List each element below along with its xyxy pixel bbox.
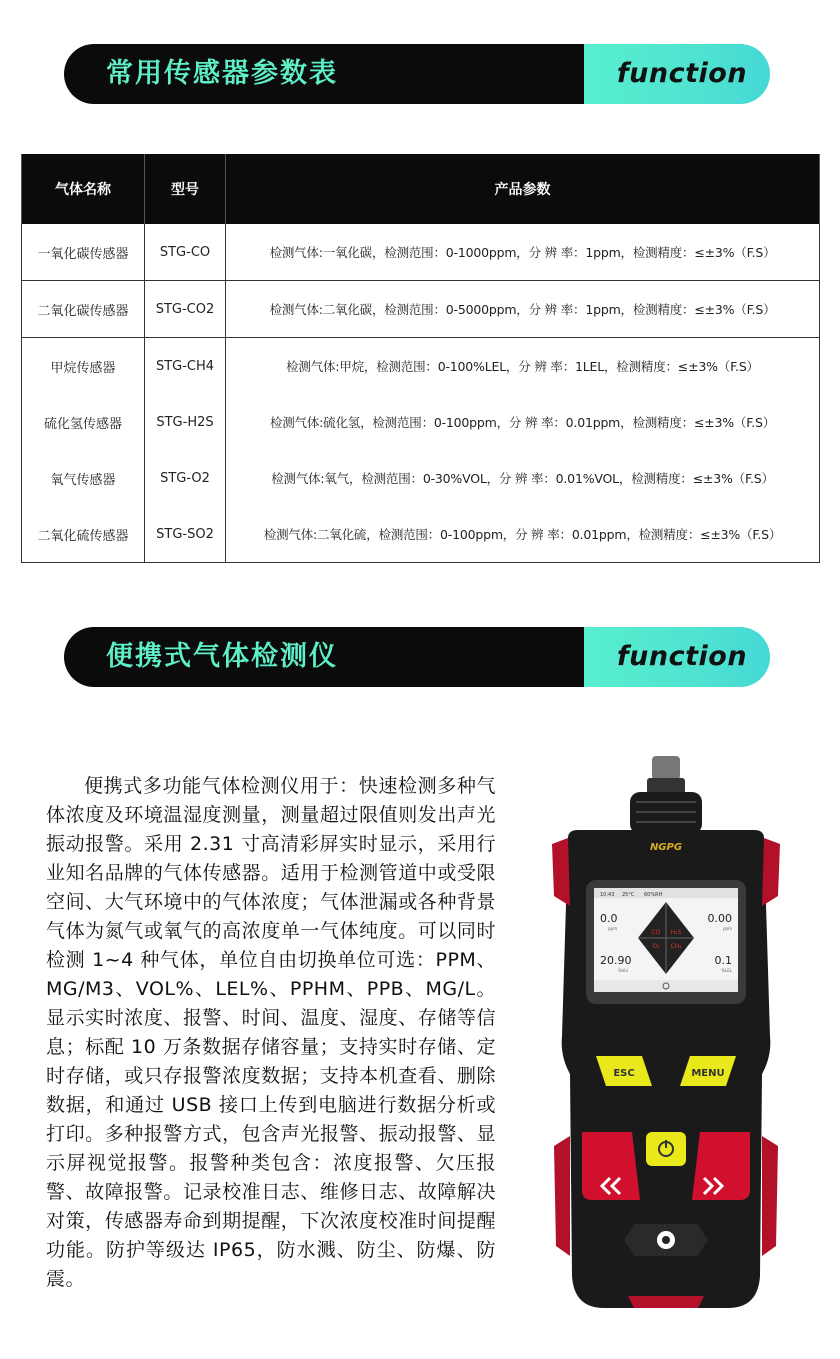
gas-label-o2: O₂ (652, 943, 660, 950)
cell-gas-name: 甲烷传感器 (22, 338, 145, 395)
cell-gas-name: 氧气传感器 (22, 450, 145, 506)
menu-label: MENU (691, 1068, 725, 1079)
table-row (22, 506, 820, 563)
cell-gas-name: 二氧化碳传感器 (22, 281, 145, 338)
cell-params: 检测气体:甲烷，检测范围：0-100%LEL，分 辨 率：1LEL，检测精度：≤±3%（F.S） (226, 338, 820, 395)
cell-model: STG-CH4 (145, 338, 226, 395)
cell-params: 检测气体:氧气，检测范围：0-30%VOL，分 辨 率：0.01%VOL，检测精度：≤±3%（F.S） (226, 450, 820, 506)
sensor-parameter-table (21, 154, 820, 563)
cell-params: 检测气体:二氧化硫，检测范围：0-100ppm，分 辨 率：0.01ppm，检测精度：≤±3%（F.S） (226, 506, 820, 563)
probe-tip (652, 756, 680, 780)
status-humidity: 60%RH (644, 892, 663, 898)
lower-grip-right (762, 1136, 778, 1256)
right-nav-button[interactable] (692, 1132, 750, 1200)
banner-title: 常用传感器参数表 (106, 58, 338, 89)
cell-params: 检测气体:二氧化碳，检测范围：0-5000ppm，分 辨 率：1ppm，检测精度：≤±3%（F.S） (226, 281, 820, 338)
brand-label: NGPG (649, 842, 683, 853)
power-button[interactable] (646, 1132, 686, 1166)
cell-params: 检测气体:硫化氢，检测范围：0-100ppm，分 辨 率：0.01ppm，检测精度：≤±3%（F.S） (226, 394, 820, 450)
banner-function-pill (584, 627, 770, 687)
reading-o2: 20.90 (600, 954, 632, 967)
banner-function-tag: function (616, 641, 748, 672)
table-row (22, 338, 820, 395)
product-description: 便携式多功能气体检测仪用于：快速检测多种气体浓度及环境温湿度测量，测量超过限值则发出声光振动报警。采用 2.31 寸高清彩屏实时显示，采用行业知名品牌的气体传感器。适用于检测管道中或受限空间、大气环境中的气体浓度；气体泄漏或各种背景气体为氮气或氧气的高浓度单一气体纯度。可以同时检测 1~4 种气体，单位自由切换单位可选：PPM、MG/M3、VOL%、LEL%、PPHM、PPB、MG/L。显示实时浓度、报警、时间、温度、湿度、存储等信息；标配 10 万条数据存储容量；支持实时存储、定时存储，或只存报警浓度数据；支持本机查看、删除数据，和通过 USB 接口上传到电脑进行数据分析或打印。多种报警方式，包含声光报警、振动报警、显示屏视觉报警。报警种类包含：浓度报警、欠压报警、故障报警。记录校准日志、维修日志、故障解决对策，传感器寿命到期提醒，下次浓度校准时间提醒功能。防护等级达 IP65，防水溅、防尘、防爆、防震。 (46, 775, 496, 1290)
bottom-grip (628, 1296, 704, 1308)
table-row (22, 224, 820, 281)
cell-model: STG-H2S (145, 394, 226, 450)
header-gas-name: 气体名称 (22, 154, 145, 224)
cell-model: STG-SO2 (145, 506, 226, 563)
status-time: 10:43 (600, 892, 615, 898)
reading-ch4-unit: %LEL (721, 968, 732, 973)
cell-gas-name: 二氧化硫传感器 (22, 506, 145, 563)
reading-ch4: 0.1 (714, 954, 732, 967)
cell-gas-name: 硫化氢传感器 (22, 394, 145, 450)
cell-model: STG-O2 (145, 450, 226, 506)
cell-model: STG-CO (145, 224, 226, 281)
reading-co-unit: ppm (608, 926, 617, 931)
reading-h2s-unit: ppm (723, 926, 732, 931)
cell-model: STG-CO2 (145, 281, 226, 338)
table-row (22, 394, 820, 450)
esc-label: ESC (613, 1068, 635, 1079)
cell-params: 检测气体:一氧化碳，检测范围：0-1000ppm，分 辨 率：1ppm，检测精度：≤±3%（F.S） (226, 224, 820, 281)
section-banner-sensor-params (64, 44, 770, 104)
side-grip-right (762, 838, 780, 906)
reading-h2s: 0.00 (707, 912, 732, 925)
reading-o2-unit: %Vol (618, 968, 628, 973)
banner-title: 便携式气体检测仪 (106, 641, 338, 672)
table-row (22, 281, 820, 338)
lower-grip-left (554, 1136, 570, 1256)
gas-detector-image (548, 756, 784, 1312)
header-model: 型号 (145, 154, 226, 224)
gas-label-h2s: H₂S (670, 929, 682, 936)
gas-label-ch4: CH₄ (670, 943, 682, 950)
left-nav-button[interactable] (582, 1132, 640, 1200)
section-banner-portable-detector (64, 627, 770, 687)
banner-function-pill (584, 44, 770, 104)
header-params: 产品参数 (226, 154, 820, 224)
table-header-row (22, 154, 820, 224)
side-grip-left (552, 838, 570, 906)
gas-label-co: CO (651, 929, 661, 936)
status-temp: 25°C (622, 892, 635, 898)
cell-gas-name: 一氧化碳传感器 (22, 224, 145, 281)
banner-function-tag: function (616, 58, 748, 89)
table-row (22, 450, 820, 506)
reading-co: 0.0 (600, 912, 618, 925)
probe-neck (647, 778, 685, 794)
